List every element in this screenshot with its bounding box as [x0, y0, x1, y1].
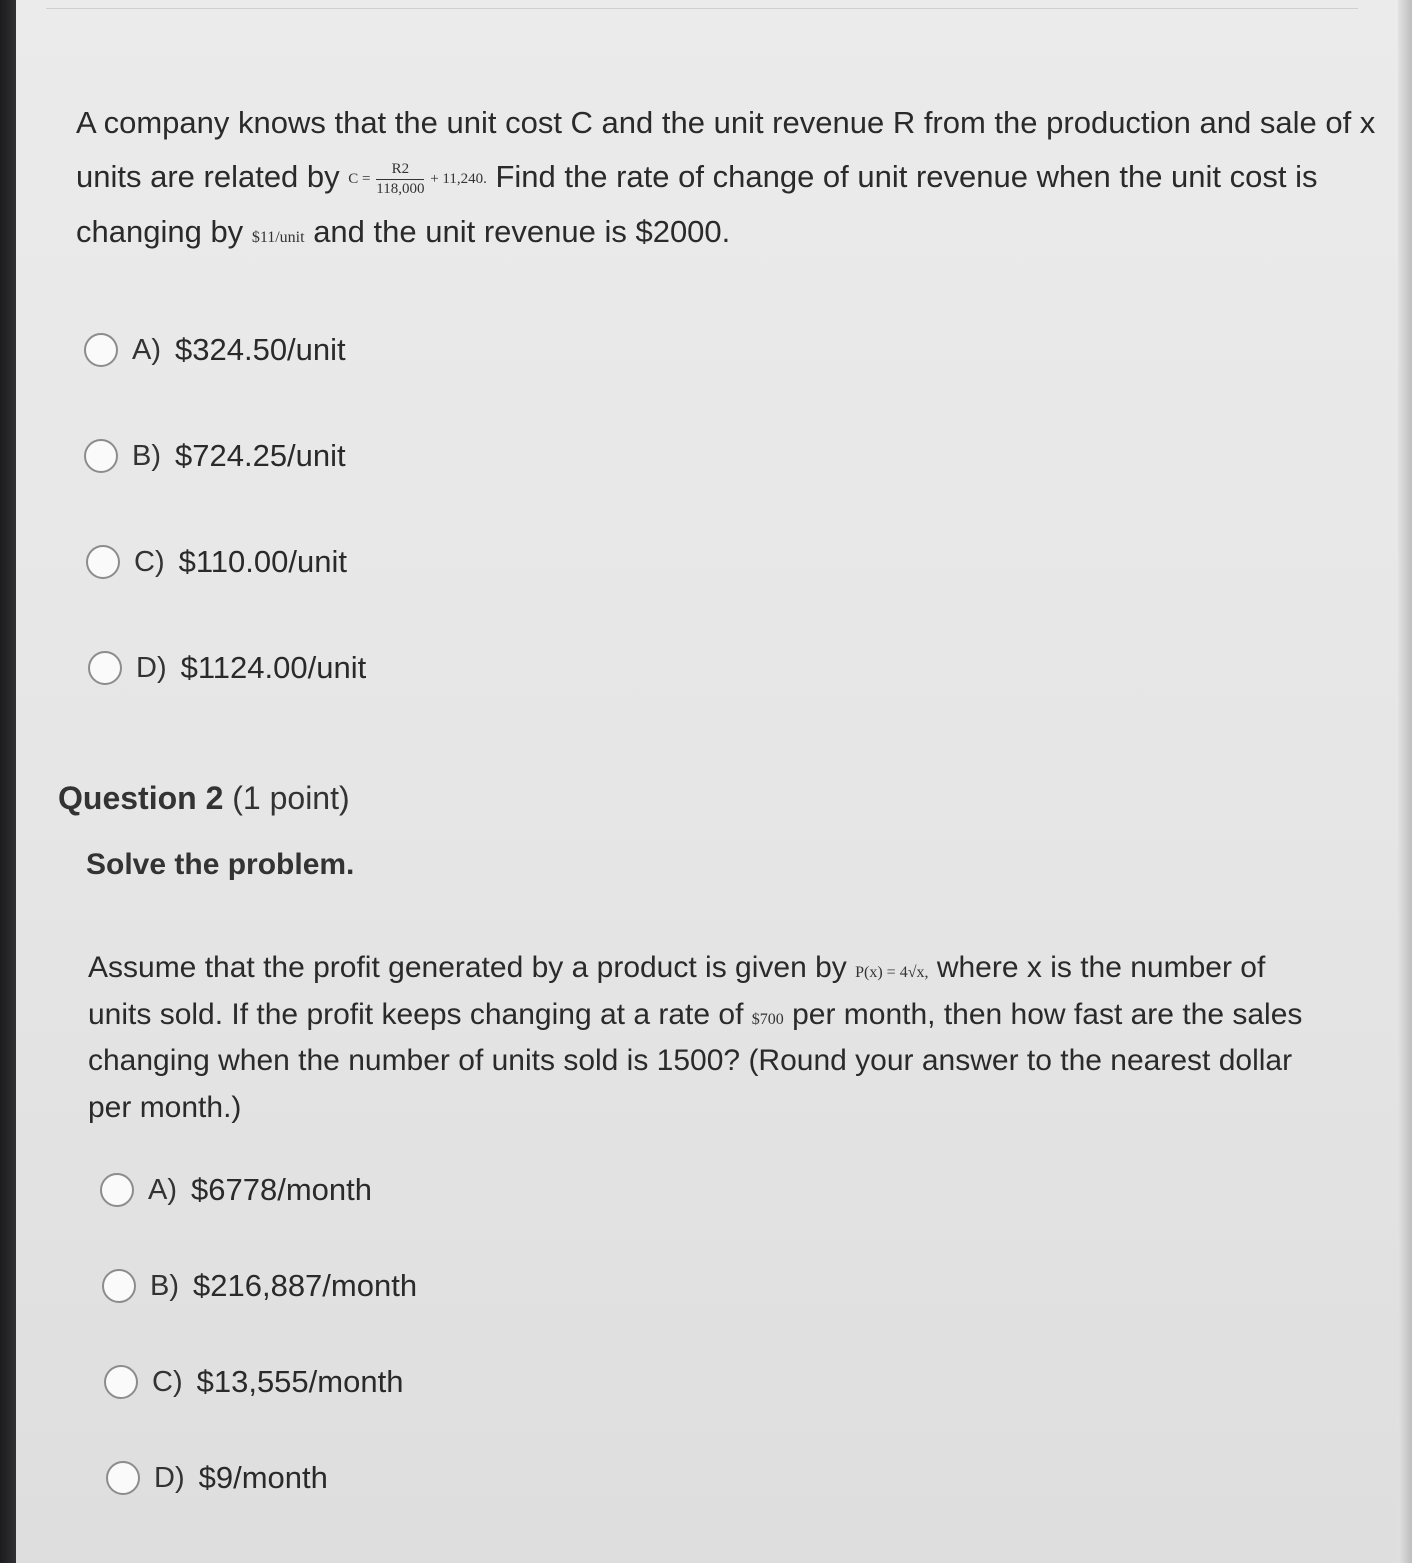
option-value: $13,555/month — [196, 1364, 404, 1399]
option-value: $324.50/unit — [175, 332, 346, 367]
option-letter: A) — [132, 333, 161, 366]
option-value: $110.00/unit — [178, 544, 347, 579]
question-2-text-part3: per month, then how fast are the sales changing when the number of units sold is 1500? (Round your answer to the nearest dollar per month.) — [88, 997, 1303, 1124]
quiz-page — [16, 0, 1398, 1563]
formula-fraction — [376, 162, 424, 197]
question-1-text-part1: A company knows that the unit cost C and the unit revenue R from the production and sale of x units are related by — [76, 105, 1376, 195]
question-2-text — [88, 945, 1318, 1131]
formula-denominator: 118,000 — [376, 180, 425, 197]
option-letter: D) — [136, 651, 167, 684]
question-2-text-part2: where x is the number of units sold. If the profit keeps changing at a rate of — [88, 951, 1266, 1031]
radio-button[interactable] — [100, 1173, 134, 1207]
q1-option-b[interactable] — [84, 438, 346, 474]
formula-lhs: C = — [348, 170, 371, 187]
option-letter: A) — [148, 1173, 177, 1206]
option-value: $6778/month — [191, 1172, 372, 1207]
question-1-text-part3: and the unit revenue is $2000. — [313, 213, 731, 249]
option-letter: D) — [154, 1461, 185, 1494]
q2-option-d[interactable] — [106, 1460, 328, 1496]
q1-option-d[interactable] — [88, 650, 366, 686]
option-value: $1124.00/unit — [180, 650, 367, 685]
question-2-instruction: Solve the problem. — [86, 848, 355, 881]
option-value: $724.25/unit — [175, 438, 346, 473]
question-2-points: (1 point) — [232, 780, 350, 816]
cost-rate-math: $11/unit — [251, 228, 305, 246]
radio-button[interactable] — [106, 1461, 140, 1495]
option-letter: B) — [150, 1269, 179, 1302]
option-letter: B) — [132, 439, 161, 472]
option-value: $9/month — [198, 1460, 328, 1495]
radio-button[interactable] — [88, 651, 122, 685]
question-2-title: Question 2 — [58, 780, 224, 816]
radio-button[interactable] — [102, 1269, 136, 1303]
question-1-text — [76, 96, 1376, 259]
formula-numerator: R2 — [376, 162, 424, 180]
option-value: $216,887/month — [193, 1268, 418, 1303]
profit-formula: P(x) = 4√x, — [855, 964, 929, 981]
q2-option-c[interactable] — [104, 1364, 403, 1400]
q1-option-a[interactable] — [84, 332, 346, 368]
radio-button[interactable] — [86, 545, 120, 579]
radio-button[interactable] — [84, 333, 118, 367]
formula-rhs: + 11,240. — [430, 170, 487, 187]
option-letter: C) — [134, 545, 165, 578]
question-2-header — [58, 780, 350, 817]
q1-option-c[interactable] — [86, 544, 347, 580]
screen-bezel-right — [1398, 0, 1412, 1563]
divider — [46, 8, 1358, 9]
radio-button[interactable] — [84, 439, 118, 473]
q2-option-b[interactable] — [102, 1268, 417, 1304]
radio-button[interactable] — [104, 1365, 138, 1399]
profit-rate-math: $700 — [751, 1010, 784, 1028]
option-letter: C) — [152, 1365, 183, 1398]
question-2-text-part1: Assume that the profit generated by a product is given by — [88, 951, 847, 984]
cost-formula — [348, 162, 487, 197]
q2-option-a[interactable] — [100, 1172, 372, 1208]
question-1-text-part2: Find the rate of change of unit revenue when the unit cost is changing by — [76, 159, 1318, 249]
